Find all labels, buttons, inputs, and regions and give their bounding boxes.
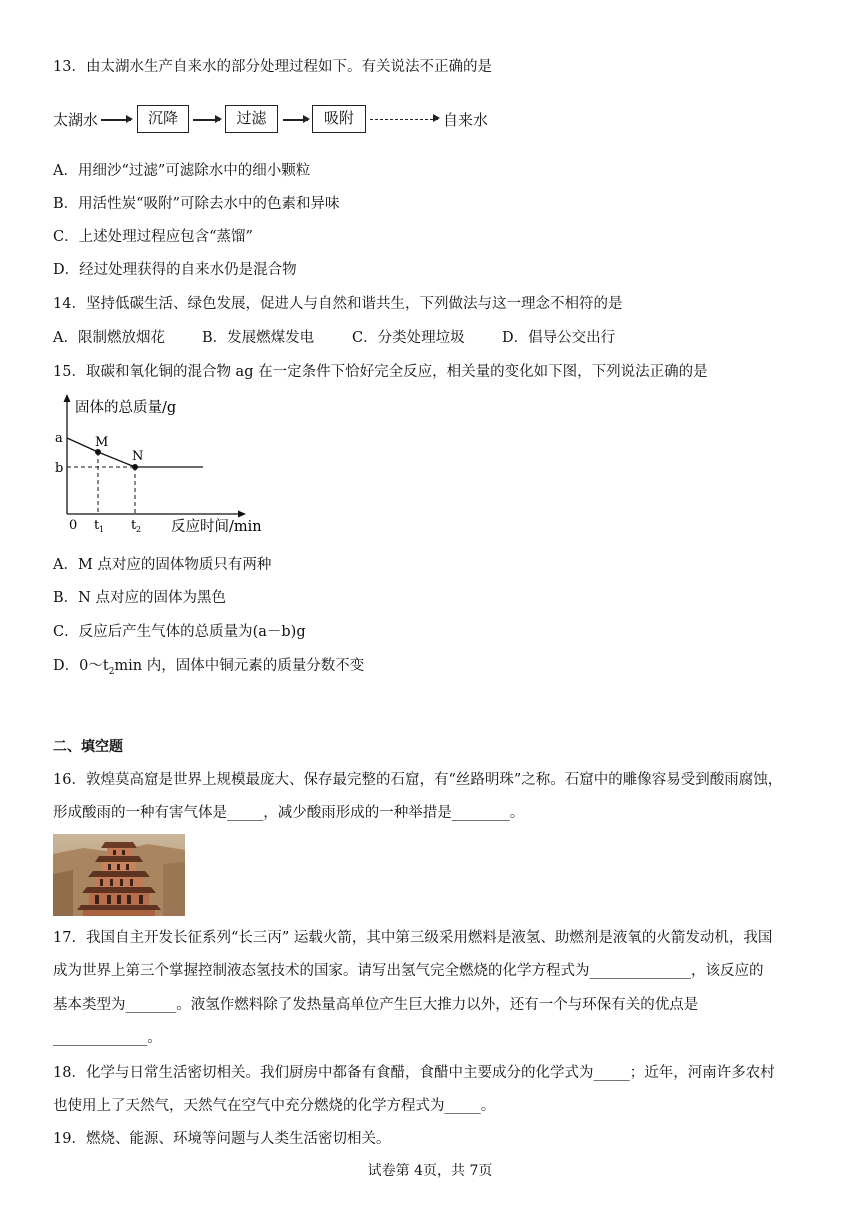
q13-option-c: C．上述处理过程应包含“蒸馏” [53, 229, 253, 245]
q16-line-1: 16．敦煌莫高窟是世界上规模最庞大、保存最完整的石窟，有“丝路明珠”之称。石窟中的雕像容易受到酸雨腐蚀， [53, 772, 783, 788]
x-axis-label: 反应时间/min [171, 519, 262, 535]
q15-option-d [53, 656, 364, 682]
x-axis-arrow [238, 511, 246, 518]
point-m-label: M [95, 435, 109, 450]
q18-line-1: 18．化学与日常生活密切相关。我们厨房中都备有食醋，食醋中主要成分的化学式为_____；近年，河南许多农村 [53, 1065, 775, 1081]
q15-option-d-pre: D．0～t [53, 658, 109, 674]
q13-option-a: A．用细沙“过滤”可滤除水中的细小颗粒 [53, 163, 311, 179]
flow-step-adsorption: 吸附 [312, 105, 366, 133]
flow-arrow [193, 119, 220, 121]
x-tick-t1-sub: 1 [99, 525, 105, 534]
x-tick-t2-sub: 2 [136, 525, 142, 534]
y-tick-b: b [55, 461, 64, 476]
q19-stem: 19．燃烧、能源、环境等问题与人类生活密切相关。 [53, 1131, 391, 1147]
q15-option-a: A．M 点对应的固体物质只有两种 [53, 557, 272, 573]
flow-result: 自来水 [443, 111, 489, 129]
q15-option-d-post: min 内，固体中铜元素的质量分数不变 [114, 658, 365, 674]
q15-option-c: C．反应后产生气体的总质量为(a－b)g [53, 624, 306, 640]
y-axis-label: 固体的总质量/g [75, 400, 177, 416]
y-axis-arrow [64, 394, 71, 402]
x-tick-0: 0 [69, 518, 78, 533]
point-n [132, 464, 138, 470]
q17-line-2: 成为世界上第三个掌握控制液态氢技术的国家。请写出氢气完全燃烧的化学方程式为______________，该反应的 [53, 963, 764, 979]
q14-stem: 14．坚持低碳生活、绿色发展，促进人与自然和谐共生，下列做法与这一理念不相符的是 [53, 296, 623, 312]
q17-line-1: 17．我国自主开发长征系列“长三丙” 运载火箭，其中第三级采用燃料是液氢、助燃剂是液氧的火箭发动机，我国 [53, 930, 773, 946]
q14-option-c: C．分类处理垃圾 [352, 330, 465, 346]
q15-option-d-sub: 2 [108, 666, 115, 677]
q15-stem: 15．取碳和氧化铜的混合物 ag 在一定条件下恰好完全反应，相关量的变化如下图，下列说法正确的是 [53, 364, 708, 380]
q15-option-b: B．N 点对应的固体为黑色 [53, 590, 226, 606]
point-n-label: N [132, 449, 144, 464]
q13-option-b: B．用活性炭“吸附”可除去水中的色素和异味 [53, 196, 340, 212]
x-tick-t2: t [131, 518, 137, 533]
water-treatment-flowchart [53, 104, 513, 136]
x-tick-t1: t [94, 518, 100, 533]
curve-segment-1 [67, 438, 98, 452]
flow-arrow [283, 119, 308, 121]
q14-option-d: D．倡导公交出行 [502, 330, 616, 346]
mogao-caves-photo [53, 834, 185, 916]
q17-line-3: 基本类型为_______。液氢作燃料除了发热量高单位产生巨大推力以外，还有一个与环保有关的优点是 [53, 997, 699, 1013]
q17-line-4: _____________。 [53, 1030, 162, 1046]
flow-step-settling: 沉降 [137, 105, 189, 133]
section-title: 二、填空题 [53, 739, 123, 755]
q13-stem: 13．由太湖水生产自来水的部分处理过程如下。有关说法不正确的是 [53, 59, 492, 75]
q13-option-d: D．经过处理获得的自来水仍是混合物 [53, 262, 297, 278]
flow-arrow [101, 119, 131, 121]
page-footer: 试卷第 4页，共 7页 [367, 1163, 493, 1179]
curve-segment-2 [98, 452, 135, 467]
y-tick-a: a [55, 431, 63, 446]
q18-line-2: 也使用上了天然气，天然气在空气中充分燃烧的化学方程式为_____。 [53, 1098, 496, 1114]
q14-option-b: B．发展燃煤发电 [202, 330, 315, 346]
q14-option-a: A．限制燃放烟花 [53, 330, 165, 346]
flow-step-filtration: 过滤 [225, 105, 278, 133]
mass-time-graph [53, 392, 273, 537]
q16-line-2: 形成酸雨的一种有害气体是_____，减少酸雨形成的一种举措是________。 [53, 805, 525, 821]
flow-arrow-dashed [370, 119, 438, 120]
flow-source: 太湖水 [53, 111, 99, 129]
